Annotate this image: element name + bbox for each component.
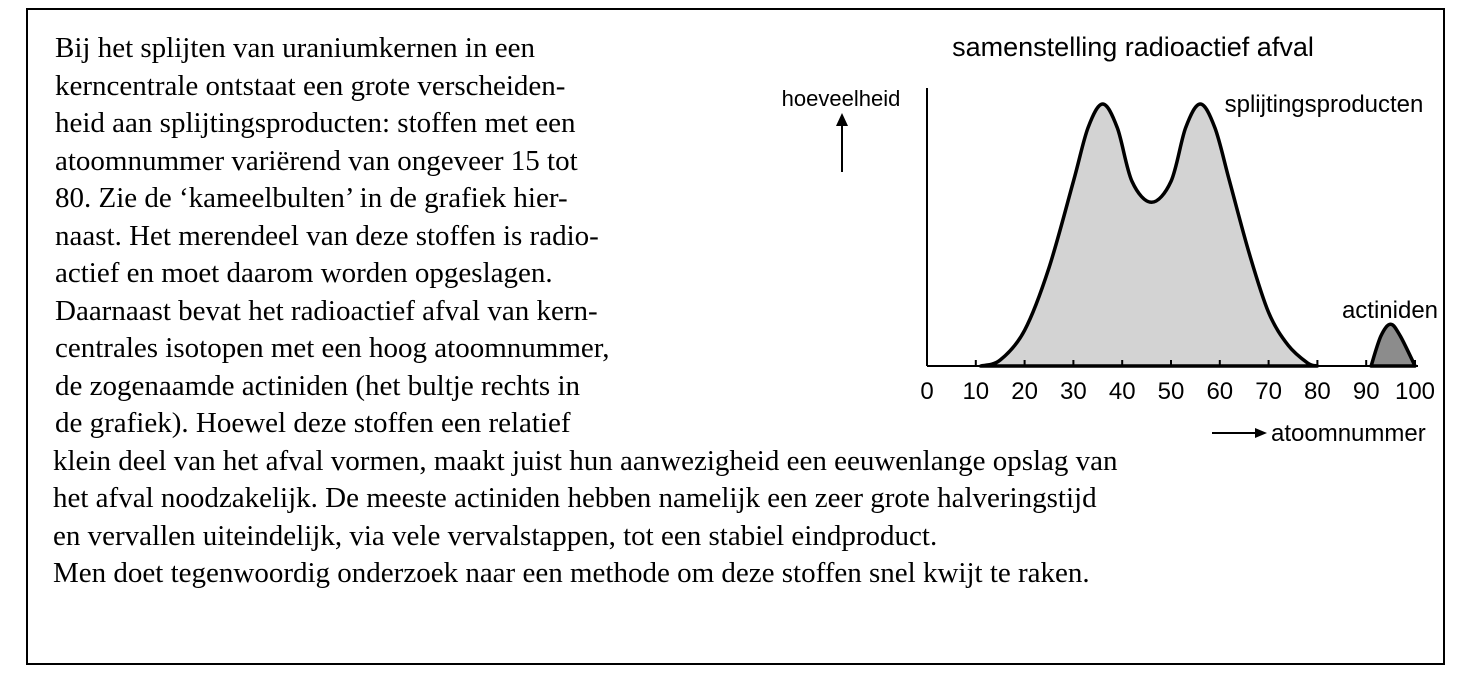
x-tick-label: 20	[1011, 378, 1038, 405]
x-tick-label: 100	[1394, 378, 1436, 405]
paragraph-line: en vervallen uiteindelijk, via vele vervalstappen, tot een stabiel eindproduct.	[53, 519, 938, 552]
paragraph-line: atoomnummer variërend van ongeveer 15 tot	[55, 144, 578, 177]
paragraph-line: Daarnaast bevat het radioactief afval van kern-	[55, 294, 598, 327]
x-tick-label: 50	[1157, 378, 1185, 405]
series-area-actiniden	[1371, 324, 1415, 366]
paragraph-line: het afval noodzakelijk. De meeste actiniden hebben namelijk een zeer grote halveringstijd	[53, 482, 1097, 514]
x-tick-label: 30	[1060, 378, 1087, 405]
series-label-splijtingsproducten: splijtingsproducten	[1224, 91, 1424, 118]
x-tick-label: 70	[1255, 378, 1282, 405]
x-tick-label: 80	[1304, 378, 1331, 405]
paragraph-line: actief en moet daarom worden opgeslagen.	[55, 257, 553, 289]
paragraph-line: centrales isotopen met een hoog atoomnummer,	[55, 332, 610, 364]
series-label-actiniden: actiniden	[1341, 297, 1439, 324]
paragraph-line: Men doet tegenwoordig onderzoek naar een methode om deze stoffen snel kwijt te raken.	[53, 557, 1090, 589]
series-area-splijtingsproducten	[981, 104, 1318, 366]
paragraph-line: kerncentrale ontstaat een grote verscheiden-	[55, 69, 566, 102]
x-tick-label: 40	[1108, 378, 1136, 405]
x-tick-label: 10	[962, 378, 990, 405]
paragraph-line: naast. Het merendeel van deze stoffen is radio-	[55, 219, 599, 252]
chart-title: samenstelling radioactief afval	[952, 32, 1314, 62]
x-tick-label: 60	[1206, 378, 1234, 405]
y-axis-label: hoeveelheid	[781, 86, 901, 111]
paragraph-line: heid aan splijtingsproducten: stoffen met een	[55, 107, 576, 139]
paragraph-line: de grafiek). Hoewel deze stoffen een relatief	[55, 407, 571, 439]
y-axis-arrow	[836, 113, 848, 172]
paragraph-line: 80. Zie de ‘kameelbulten’ in de grafiek hier-	[55, 182, 568, 214]
x-axis-label: atoomnummer	[1271, 420, 1426, 447]
paragraph-line: Bij het splijten van uraniumkernen in een	[55, 32, 535, 64]
x-tick-label: 90	[1352, 378, 1380, 405]
paragraph-line: de zogenaamde actiniden (het bultje rechts in	[55, 369, 581, 402]
x-axis-arrow	[1212, 428, 1267, 438]
x-tick-label: 0	[920, 378, 934, 405]
paragraph-line: klein deel van het afval vormen, maakt juist hun aanwezigheid een eeuwenlange opslag van	[53, 444, 1118, 477]
